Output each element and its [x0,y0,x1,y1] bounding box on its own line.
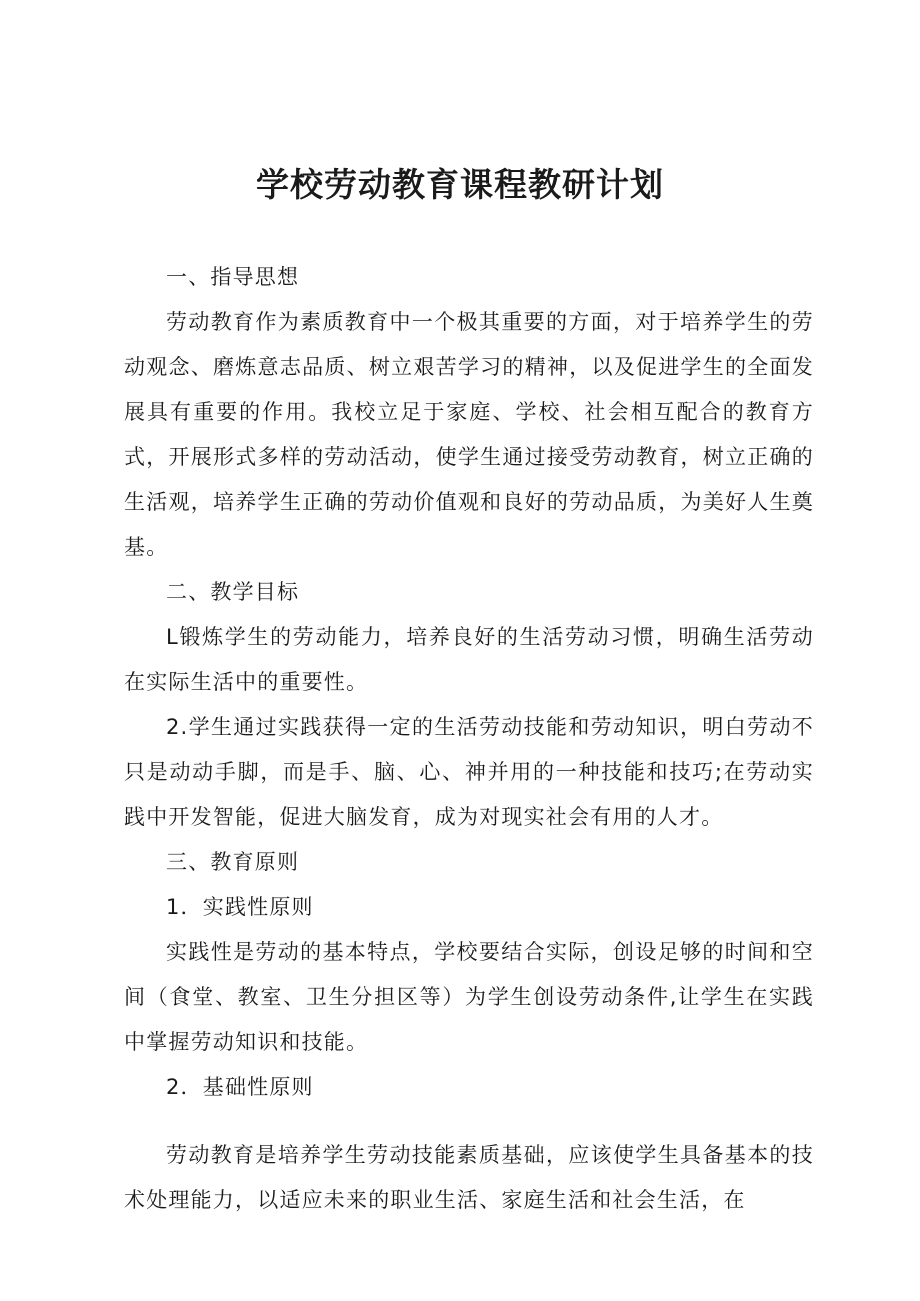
document-title: 学校劳动教育课程教研计划 [256,165,664,204]
section-heading-guiding-ideology: 一、指导思想 [166,265,300,289]
document-body [124,255,814,1223]
section-heading-education-principles: 三、教育原则 [166,850,300,874]
subheading-basic-principle: 2．基础性原则 [166,1075,314,1099]
paragraph-guiding-ideology: 劳动教育作为素质教育中一个极其重要的方面，对于培养学生的劳动观念、磨炼意志品质、树立艰苦学习的精神，以及促进学生的全面发展具有重要的作用。我校立足于家庭、学校、社会相互配合的教育方式，开展形式多样的劳动活动，使学生通过接受劳动教育，树立正确的生活观，培养学生正确的劳动价值观和良好的劳动品质，为美好人生奠基。 [124,310,814,559]
section-heading-teaching-goals: 二、教学目标 [166,580,300,604]
paragraph-practical-principle: 实践性是劳动的基本特点，学校要结合实际，创设足够的时间和空间（食堂、教室、卫生分担区等）为学生创设劳动条件,让学生在实践中掌握劳动知识和技能。 [124,940,814,1054]
subheading-practical-principle: 1．实践性原则 [166,895,314,919]
paragraph-basic-principle: 劳动教育是培养学生劳动技能素质基础，应该使学生具备基本的技术处理能力，以适应未来的职业生活、家庭生活和社会生活，在 [124,1143,814,1212]
paragraph-goal-2: 2.学生通过实践获得一定的生活劳动技能和劳动知识，明白劳动不只是动动手脚，而是手、脑、心、神并用的一种技能和技巧;在劳动实践中开发智能，促进大脑发育，成为对现实社会有用的人才。 [124,715,814,829]
paragraph-goal-1: L锻炼学生的劳动能力，培养良好的生活劳动习惯，明确生活劳动在实际生活中的重要性。 [124,625,814,694]
